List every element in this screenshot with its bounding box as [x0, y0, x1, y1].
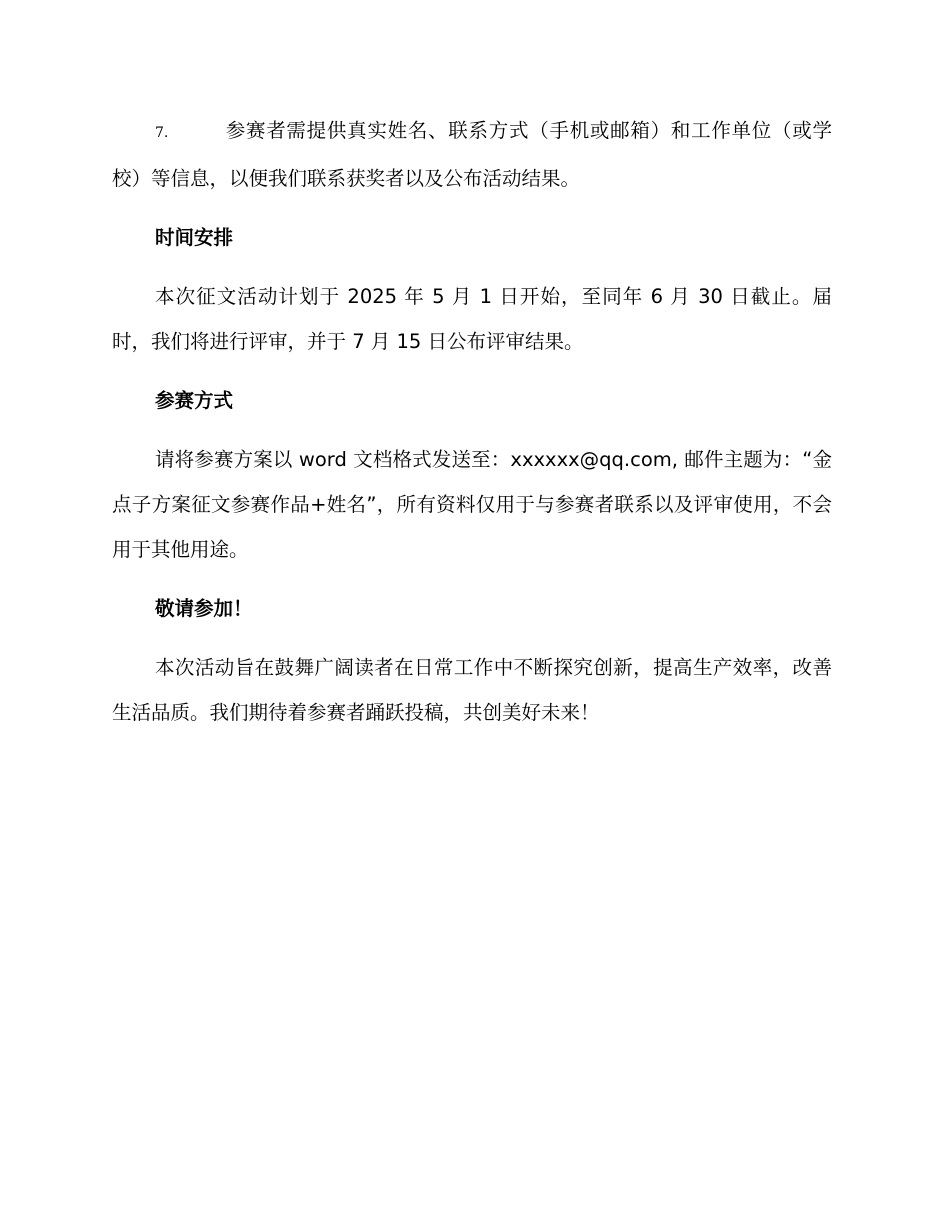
section-heading-schedule: 时间安排 — [155, 226, 234, 249]
list-item-number: 7. — [155, 125, 169, 141]
document-body — [112, 108, 832, 749]
invitation-paragraph: 本次活动旨在鼓舞广阔读者在日常工作中不断探究创新，提高生产效率，改善生活品质。我们期待着参赛者踊跃投稿，共创美好未来！ — [112, 656, 832, 724]
list-item-text: 参赛者需提供真实姓名、联系方式（手机或邮箱）和工作单位（或学校）等信息，以便我们联系获奖者以及公布活动结果。 — [112, 119, 832, 190]
section-heading-invitation: 敬请参加！ — [155, 597, 253, 620]
list-item-7 — [112, 108, 832, 201]
submission-paragraph: 请将参赛方案以 word 文档格式发送至：xxxxxx@qq.com, 邮件主题为：“金点子方案征文参赛作品+姓名”，所有资料仅用于与参赛者联系以及评审使用，不会用于其他用途。 — [112, 448, 832, 561]
schedule-paragraph: 本次征文活动计划于 2025 年 5 月 1 日开始，至同年 6 月 30 日截止。届时，我们将进行评审，并于 7 月 15 日公布评审结果。 — [112, 285, 832, 353]
section-heading-submission: 参赛方式 — [155, 389, 234, 412]
